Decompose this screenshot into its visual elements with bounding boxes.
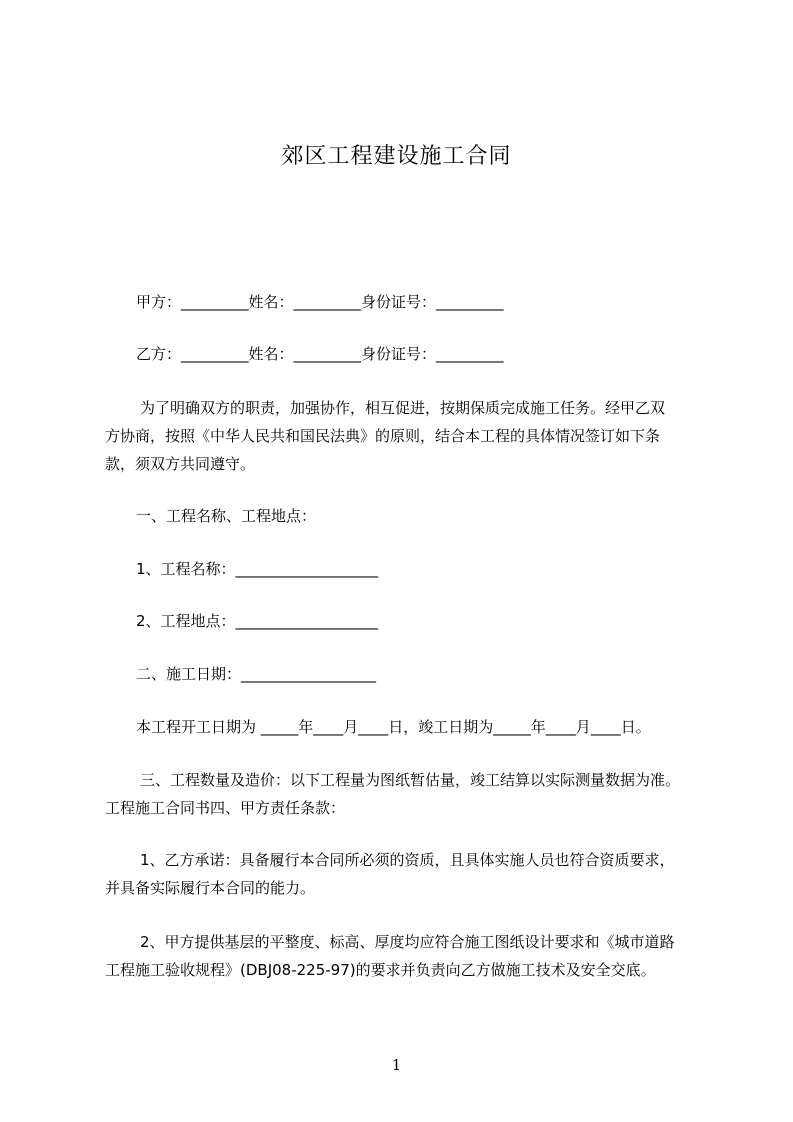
item-project-location: 2、工程地点：___________________ — [136, 612, 379, 630]
intro-line-3: 款，须双方共同遵守。 — [105, 455, 256, 473]
section-3-line-2: 工程施工合同书四、甲方责任条款： — [105, 799, 346, 817]
item-project-name: 1、工程名称：___________________ — [136, 560, 379, 578]
clause-2-line-2: 工程施工验收规程》(DBJ08-225-97)的要求并负责向乙方做施工技术及安全交底。 — [105, 961, 656, 979]
dates-line: 本工程开工日期为 _____年____月____日，竣工日期为_____年____月____日。 — [136, 718, 651, 736]
section-2-construction-date: 二、施工日期：__________________ — [136, 665, 377, 683]
party-b-line: 乙方：_________姓名：_________身份证号：_________ — [136, 345, 504, 363]
intro-line-1: 为了明确双方的职责，加强协作，相互促进，按期保质完成施工任务。经甲乙双 — [140, 399, 666, 417]
party-a-line: 甲方：_________姓名：_________身份证号：_________ — [136, 293, 504, 311]
document-title: 郊区工程建设施工合同 — [281, 144, 512, 169]
section-3-line-1: 三、工程数量及造价：以下工程量为图纸暂估量，竣工结算以实际测量数据为准。 — [140, 771, 681, 789]
clause-1-line-1: 1、乙方承诺：具备履行本合同所必须的资质，且具体实施人员也符合资质要求， — [140, 851, 675, 869]
page-number: 1 — [391, 1056, 402, 1074]
intro-line-2: 方协商，按照《中华人民共和国民法典》的原则，结合本工程的具体情况签订如下条 — [105, 427, 661, 445]
clause-1-line-2: 并具备实际履行本合同的能力。 — [105, 879, 316, 897]
clause-2-line-1: 2、甲方提供基层的平整度、标高、厚度均应符合施工图纸设计要求和《城市道路 — [140, 933, 675, 951]
section-1-heading: 一、工程名称、工程地点： — [136, 507, 317, 525]
